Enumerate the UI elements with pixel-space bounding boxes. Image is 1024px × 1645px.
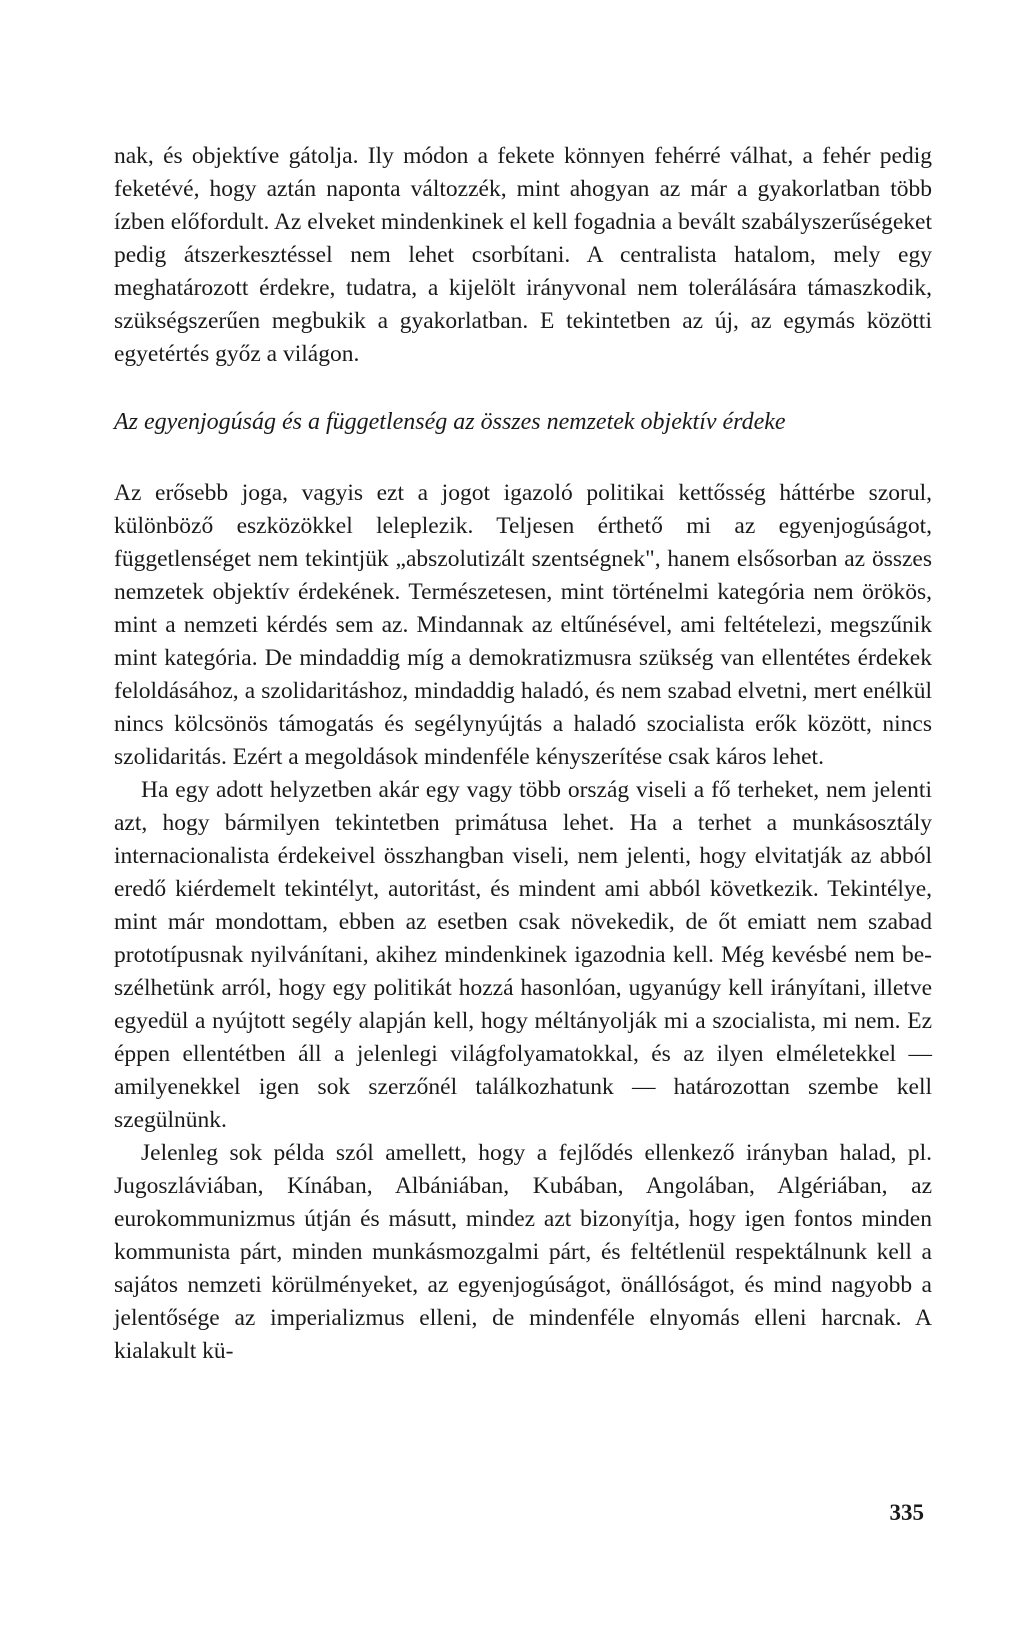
page-number: 335 <box>889 1500 924 1525</box>
section-heading: Az egyenjogúság és a függetlenség az összes nemzetek objektív érdeke <box>114 409 786 435</box>
paragraph-1: nak, és objektíve gátolja. Ily módon a fekete könnyen fehérré válhat, a fehér pedig feketévé, hogy aztán naponta változzék, mint ahogyan az már a gyakorlatban több ízben előfordult. Az elveket mindenkinek el kell fogadnia a bevált szabályszerűségeket pedig átszerkesztéssel nem lehet csorbítani. A centralista hatalom, mely egy meghatározott érdekre, tudatra, a kijelölt irányvonal nem tolerálására támaszkodik, szükségszerűen megbukik a gyakorlatban. E tekintetben az új, az egymás közötti egyetértés győz a világon. <box>114 143 932 367</box>
page-body <box>114 140 932 1368</box>
paragraph-3: Ha egy adott helyzetben akár egy vagy több ország viseli a fő terheket, nem jelenti azt, hogy bármilyen tekintetben primátusa lehet. Ha a terhet a munkásosztály internacionalista érdekeivel összhangban viseli, nem jelenti, hogy elvitatják az abból eredő kiérdemelt tekintélyt, autoritást, és mindent ami abból következik. Tekintélye, mint már mondottam, ebben az esetben csak növekedik, de őt emiatt nem szabad prototípusnak nyilvánítani, akihez mindenkinek igazodnia kell. Még kevésbé nem beszélhetünk arról, hogy egy politikát hozzá hasonlóan, ugyanúgy kell irányítani, illetve egyedül a nyújtott segély alapján kell, hogy méltányolják mi a szocialista, mi nem. Ez éppen ellentétben áll a jelenlegi világfolyamatokkal, és az ilyen elméletekkel — amilyenekkel igen sok szerzőnél találkozhatunk — határozottan szembe kell szegülnünk. <box>114 777 932 1133</box>
paragraph-4: Jelenleg sok példa szól amellett, hogy a fejlődés ellenkező irányban halad, pl. Jugoszláviában, Kínában, Albániában, Kubában, Angolában, Algériában, az eurokommunizmus útján és másutt, mindez azt bizonyítja, hogy igen fontos minden kommunista párt, minden munkásmozgalmi párt, és feltétlenül respektálnunk kell a sajátos nemzeti körülményeket, az egyenjogúságot, önállóságot, és mind nagyobb a jelentősége az imperializmus elleni, de mindenféle elnyomás elleni harcnak. A kialakult kü- <box>114 1140 932 1364</box>
paragraph-2: Az erősebb joga, vagyis ezt a jogot igazoló politikai kettősség háttérbe szorul, különböző eszközökkel leleplezik. Teljesen érthető mi az egyenjogúságot, függetlenséget nem tekintjük „abszolutizált szentségnek", hanem elsősorban az összes nemzetek objektív érdekének. Természetesen, mint történelmi kategória nem örökös, mint a nemzeti kérdés sem az. Mindannak az eltűnésével, ami feltételezi, megszűnik mint kategória. De mindaddig míg a demokratizmusra szükség van ellentétes érdekek feloldásához, a szolidaritáshoz, mindaddig haladó, és nem szabad elvetni, mert enélkül nincs kölcsönös támogatás és segélynyújtás a haladó szocialista erők között, nincs szolidaritás. Ezért a megoldások mindenféle kényszerítése csak káros lehet. <box>114 480 932 770</box>
